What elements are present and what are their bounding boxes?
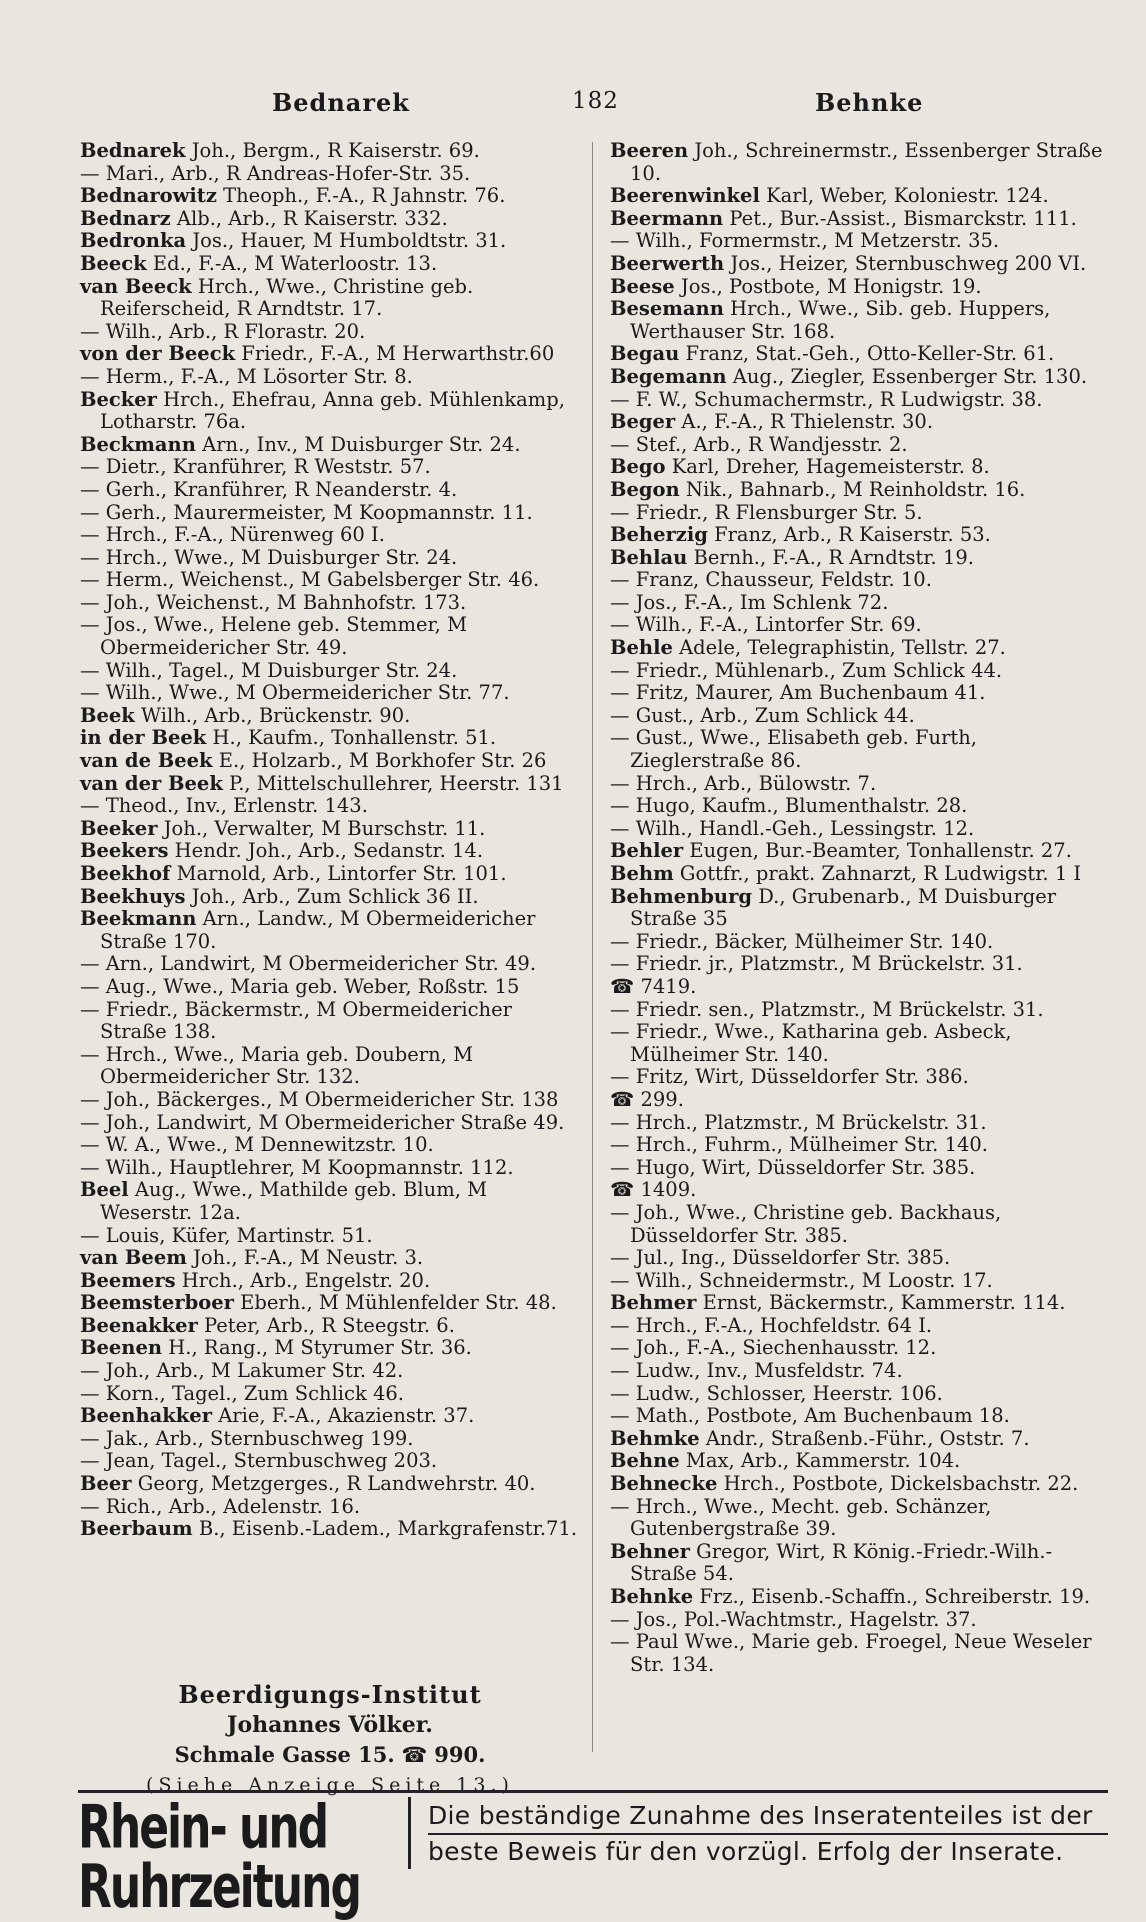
directory-entry [610,1631,1110,1676]
entry-details: — Friedr., Mühlenarb., Zum Schlick 44. [610,658,1003,682]
directory-entry [610,1270,1110,1293]
entry-surname: Behlau [610,545,688,569]
entry-details: — Wilh., Hauptlehrer, M Koopmannstr. 112. [80,1155,514,1179]
entry-details: Bernh., F.-A., R Arndtstr. 19. [693,545,974,569]
header-right-keyword: Behnke [815,88,924,117]
directory-entry [80,1383,580,1406]
entry-details: Hrch., Wwe., Christine geb. Reiferscheid, R Arndtstr. 17. [100,274,474,321]
entry-details: A., F.-A., R Thielenstr. 30. [681,410,934,434]
directory-entry [610,185,1110,208]
directory-entry [610,1202,1110,1247]
directory-entry [610,456,1110,479]
directory-entry [80,1089,580,1112]
entry-surname: Behle [610,636,673,660]
entry-surname: Behmenburg [610,884,753,908]
directory-entry [80,1450,580,1473]
directory-entry [80,1225,580,1248]
directory-entry [80,1247,580,1270]
entry-details: — Herm., F.-A., M Lösorter Str. 8. [80,364,413,388]
directory-entry [80,1473,580,1496]
entry-details: Jos., Postbote, M Honigstr. 19. [680,274,982,298]
entry-surname: Beel [80,1178,129,1202]
advert-name: Johannes Völker. [227,1712,433,1738]
entry-details: Adele, Telegraphistin, Tellstr. 27. [679,636,1006,660]
directory-entry [610,682,1110,705]
entry-surname: Beekhof [80,862,171,885]
entry-details: Joh., Schreinermstr., Essenberger Straße 10. [630,139,1103,185]
directory-entry [80,276,580,321]
entry-details: Georg, Metzgerges., R Landwehrstr. 40. [137,1472,536,1496]
entry-surname: Bednarz [80,206,171,230]
entry-details: — Wilh., Wwe., M Obermeidericher Str. 77. [80,681,510,705]
entry-details: Karl, Weber, Koloniestr. 124. [766,184,1049,208]
directory-entry [610,434,1110,457]
advert-note: (Siehe Anzeige Seite 13.) [146,1774,514,1796]
entry-details: E., Holzarb., M Borkhofer Str. 26 [218,749,547,773]
directory-entry [610,1134,1110,1157]
entry-details: Pet., Bur.-Assist., Bismarckstr. 111. [729,206,1077,230]
directory-entry [610,411,1110,434]
entry-surname: von der Beeck [80,342,236,366]
entry-details: Jos., Heizer, Sternbuschweg 200 VI. [730,251,1087,275]
entry-details: Gottfr., prakt. Zahnarzt, R Ludwigstr. 1 I [679,862,1082,885]
entry-surname: Beerenwinkel [610,184,760,208]
directory-entry [80,1428,580,1451]
entry-surname: Beeker [80,816,158,840]
directory-entry [610,1112,1110,1135]
directory-entry [80,614,580,659]
directory-entry [80,953,580,976]
directory-entry [80,185,580,208]
directory-entry [610,818,1110,841]
directory-entry [610,366,1110,389]
entry-surname: Beekhuys [80,884,186,908]
entry-details: — Louis, Küfer, Martinstr. 51. [80,1223,373,1247]
entry-details: — Wilh., Handl.-Geh., Lessingstr. 12. [610,816,975,840]
entry-details: Marnold, Arb., Lintorfer Str. 101. [176,862,507,885]
directory-entry [80,999,580,1044]
entry-surname: Beemsterboer [80,1291,234,1315]
directory-entry [80,208,580,231]
entry-details: Gregor, Wirt, R König.-Friedr.-Wilh.-Straße 54. [630,1539,1053,1586]
directory-entry [80,1315,580,1338]
directory-entry [610,276,1110,299]
entry-details: — Friedr., Bäcker, Mülheimer Str. 140. [610,929,994,953]
directory-entry [80,840,580,863]
entry-surname: van de Beek [80,749,213,773]
directory-entry [80,705,580,728]
entry-details: — Math., Postbote, Am Buchenbaum 18. [610,1404,1010,1428]
directory-entry [80,1292,580,1315]
entry-surname: van Beem [80,1246,187,1270]
directory-entry [80,1270,580,1293]
entry-details: Peter, Arb., R Steegstr. 6. [204,1313,455,1337]
entry-details: — Jak., Arb., Sternbuschweg 199. [80,1426,414,1450]
entry-details: ☎ 1409. [610,1178,697,1202]
footer-slogan-line-1: Die beständige Zunahme des Inseratenteiles ist der [428,1801,1093,1830]
directory-entry [610,1315,1110,1338]
entry-surname: Behm [610,862,674,885]
entry-details: Karl, Dreher, Hagemeisterstr. 8. [671,455,990,479]
entry-details: — Gust., Wwe., Elisabeth geb. Furth, Zieglerstraße 86. [610,726,978,773]
footer-slogan [428,1799,1108,1869]
directory-entry [80,343,580,366]
entry-details: — Ludw., Schlosser, Heerstr. 106. [610,1381,943,1405]
entry-details: Ernst, Bäckermstr., Kammerstr. 114. [702,1291,1066,1315]
entry-surname: Beenhakker [80,1404,212,1428]
entry-surname: Bedronka [80,229,187,253]
entry-surname: Beermann [610,206,724,230]
entry-surname: van Beeck [80,274,192,298]
entry-surname: Beckmann [80,432,196,456]
entry-details: — Joh., Landwirt, M Obermeidericher Straße 49. [80,1110,565,1134]
directory-entry [610,705,1110,728]
directory-entry [610,1179,1110,1202]
entry-details: P., Mittelschullehrer, Heerstr. 131 [229,771,564,795]
directory-entry [80,1360,580,1383]
entry-details: — Wilh., F.-A., Lintorfer Str. 69. [610,613,922,637]
directory-entry [610,886,1110,931]
entry-surname: Beese [610,274,675,298]
directory-entry [80,908,580,953]
directory-entry [80,502,580,525]
entry-details: — Stef., Arb., R Wandjesstr. 2. [610,432,908,456]
entry-details: — Mari., Arb., R Andreas-Hofer-Str. 35. [80,161,471,185]
directory-entry [610,524,1110,547]
entry-details: — Hrch., Arb., Bülowstr. 7. [610,771,877,795]
entry-details: Joh., Verwalter, M Burschstr. 11. [163,816,486,840]
directory-entry [610,389,1110,412]
directory-entry [610,660,1110,683]
entry-details: Arn., Inv., M Duisburger Str. 24. [202,432,521,456]
directory-entry [80,547,580,570]
directory-entry [80,456,580,479]
directory-entry [610,208,1110,231]
entry-surname: Becker [80,387,157,411]
left-column [80,140,580,1541]
directory-entry [610,1247,1110,1270]
entry-surname: Behnke [610,1585,694,1608]
entry-details: ☎ 7419. [610,974,697,998]
entry-details: Wilh., Arb., Brückenstr. 90. [141,703,411,727]
directory-entry [80,479,580,502]
entry-details: Aug., Ziegler, Essenberger Str. 130. [732,364,1088,388]
entry-details: Eugen, Bur.-Beamter, Tonhallenstr. 27. [689,839,1072,863]
entry-details: — Fritz, Maurer, Am Buchenbaum 41. [610,681,986,705]
directory-entry [610,999,1110,1022]
directory-entry [610,1337,1110,1360]
directory-entry [80,773,580,796]
directory-entry [610,1157,1110,1180]
funeral-institute-advert [80,1680,580,1800]
entry-details: — Fritz, Wirt, Düsseldorfer Str. 386. [610,1065,969,1089]
entry-details: — Hugo, Kaufm., Blumenthalstr. 28. [610,794,968,818]
entry-details: Franz, Arb., R Kaiserstr. 53. [714,523,991,547]
entry-details: Hendr. Joh., Arb., Sedanstr. 14. [174,839,484,863]
entry-details: Eberh., M Mühlenfelder Str. 48. [240,1291,557,1315]
directory-entry [80,1337,580,1360]
directory-entry [80,592,580,615]
directory-entry [610,1450,1110,1473]
directory-entry [610,343,1110,366]
directory-entry [610,1496,1110,1541]
directory-entry [80,389,580,434]
directory-entry [610,1089,1110,1112]
directory-entry [610,976,1110,999]
entry-details: Jos., Hauer, M Humboldtstr. 31. [192,229,507,253]
entry-details: Hrch., Arb., Engelstr. 20. [181,1268,431,1292]
directory-entry [610,795,1110,818]
directory-entry [80,1518,580,1541]
entry-details: — Joh., Arb., M Lakumer Str. 42. [80,1359,404,1383]
entry-details: Aug., Wwe., Mathilde geb. Blum, M Weserstr. 12a. [100,1178,488,1224]
entry-details: Nik., Bahnarb., M Reinholdstr. 16. [685,477,1026,501]
entry-surname: Beekmann [80,907,197,931]
entry-details: — Friedr., Bäckermstr., M Obermeidericher Straße 138. [80,997,512,1044]
directory-entry [80,682,580,705]
entry-details: — F. W., Schumachermstr., R Ludwigstr. 38. [610,387,1043,411]
entry-details: Joh., Arb., Zum Schlick 36 II. [191,884,479,908]
entry-details: — Jos., Pol.-Wachtmstr., Hagelstr. 37. [610,1607,977,1631]
footer-slogan-line-2: beste Beweis für den vorzügl. Erfolg der Inserate. [428,1833,1108,1869]
directory-entry [610,592,1110,615]
entry-details: D., Grubenarb., M Duisburger Straße 35 [630,884,1057,931]
directory-entry [610,614,1110,637]
entry-details: — Aug., Wwe., Maria geb. Weber, Roßstr. 15 [80,974,520,998]
entry-surname: Besemann [610,297,724,321]
entry-details: H., Kaufm., Tonhallenstr. 51. [212,726,497,750]
directory-entry [610,773,1110,796]
entry-surname: Behmer [610,1291,697,1315]
entry-details: — Wilh., Schneidermstr., M Loostr. 17. [610,1268,993,1292]
advert-contact [80,1740,580,1770]
entry-surname: Beeren [610,139,689,162]
entry-details: — Joh., Wwe., Christine geb. Backhaus, Düsseldorfer Str. 385. [610,1200,1002,1247]
entry-details: — Friedr., R Flensburger Str. 5. [610,500,923,524]
entry-surname: Beger [610,410,676,434]
directory-entry [610,727,1110,772]
entry-details: — Hrch., Fuhrm., Mülheimer Str. 140. [610,1133,988,1157]
entry-surname: Beherzig [610,523,708,547]
directory-entry [80,569,580,592]
newspaper-logo: Rhein- und Ruhrzeitung [78,1793,360,1922]
entry-surname: Behnecke [610,1472,718,1496]
entry-details: — Wilh., Tagel., M Duisburger Str. 24. [80,658,458,682]
directory-entry [610,230,1110,253]
entry-surname: Beenakker [80,1313,198,1337]
entry-details: Joh., Bergm., R Kaiserstr. 69. [191,139,480,162]
directory-entry [80,140,580,163]
entry-details: Alb., Arb., R Kaiserstr. 332. [176,206,448,230]
directory-entry [610,298,1110,343]
directory-entry [80,434,580,457]
footer-divider [408,1797,411,1869]
entry-surname: Begon [610,477,680,501]
entry-details: — Paul Wwe., Marie geb. Froegel, Neue Weseler Str. 134. [610,1630,1092,1676]
entry-details: — Jul., Ing., Düsseldorfer Str. 385. [610,1246,951,1270]
directory-entry [80,321,580,344]
directory-entry [80,863,580,886]
directory-entry [80,366,580,389]
entry-details: Frz., Eisenb.-Schaffn., Schreiberstr. 19. [699,1585,1091,1608]
entry-surname: Beer [80,1472,132,1496]
advert-phone: 990. [434,1742,486,1767]
directory-entry [80,660,580,683]
directory-entry [610,840,1110,863]
directory-entry [610,569,1110,592]
directory-entry [610,1292,1110,1315]
directory-entry [80,1496,580,1519]
entry-details: Hrch., Ehefrau, Anna geb. Mühlenkamp, Lotharstr. 76a. [100,387,565,434]
entry-surname: Begemann [610,364,727,388]
entry-surname: van der Beek [80,771,223,795]
column-divider [592,142,593,1752]
entry-surname: Beerwerth [610,251,725,275]
directory-entry [610,953,1110,976]
entry-surname: Bednarek [80,139,186,162]
footer-banner [78,1790,1108,1922]
entry-surname: Beenen [80,1336,163,1360]
entry-details: Franz, Stat.-Geh., Otto-Keller-Str. 61. [685,342,1055,366]
entry-details: — Hrch., F.-A., Nürenweg 60 I. [80,523,385,547]
directory-entry [610,1586,1110,1609]
entry-surname: Behler [610,839,684,863]
directory-entry [80,1179,580,1224]
entry-details: Arn., Landw., M Obermeidericher Straße 170. [100,907,536,953]
entry-details: — Herm., Weichenst., M Gabelsberger Str. 46. [80,568,540,592]
advert-title: Beerdigungs-Institut [178,1680,482,1709]
entry-details: — Theod., Inv., Erlenstr. 143. [80,794,368,818]
entry-details: — Gerh., Maurermeister, M Koopmannstr. 11. [80,500,533,524]
directory-entry [80,976,580,999]
directory-entry [610,1383,1110,1406]
entry-surname: Behner [610,1539,690,1563]
entry-details: — Hrch., Wwe., M Duisburger Str. 24. [80,545,458,569]
entry-details: — Wilh., Arb., R Florastr. 20. [80,319,366,343]
entry-surname: Behne [610,1449,680,1473]
directory-entry [610,479,1110,502]
entry-details: H., Rang., M Styrumer Str. 36. [168,1336,472,1360]
entry-details: — Jos., F.-A., Im Schlenk 72. [610,590,889,614]
directory-entry [80,1134,580,1157]
directory-entry [610,1021,1110,1066]
entry-details: — Jean, Tagel., Sternbuschweg 203. [80,1449,438,1473]
entry-surname: Beeck [80,251,147,275]
entry-surname: Bednarowitz [80,184,217,208]
entry-details: Hrch., Wwe., Sib. geb. Huppers, Werthauser Str. 168. [630,297,1051,343]
directory-entry [80,750,580,773]
directory-entry [80,1157,580,1180]
entry-surname: in der Beek [80,726,207,750]
entry-surname: Begau [610,342,680,366]
entry-details: ☎ 299. [610,1087,684,1111]
directory-entry [80,1044,580,1089]
advert-address: Schmale Gasse 15. [174,1742,395,1767]
entry-details: — Ludw., Inv., Musfeldstr. 74. [610,1359,903,1383]
directory-entry [80,524,580,547]
entry-details: — W. A., Wwe., M Dennewitzstr. 10. [80,1133,434,1157]
entry-details: B., Eisenb.-Ladem., Markgrafenstr.71. [198,1517,578,1541]
directory-entry [80,795,580,818]
entry-surname: Beekers [80,839,169,863]
telephone-icon: ☎ [401,1743,435,1767]
right-column [610,140,1110,1676]
directory-entry [610,140,1110,185]
entry-details: — Hrch., Platzmstr., M Brückelstr. 31. [610,1110,987,1134]
entry-details: — Franz, Chausseur, Feldstr. 10. [610,568,932,592]
entry-details: — Joh., F.-A., Siechenhausstr. 12. [610,1336,937,1360]
entry-details: — Gerh., Kranführer, R Neanderstr. 4. [80,477,458,501]
directory-entry [610,1066,1110,1089]
directory-entry [610,1360,1110,1383]
directory-entry [610,637,1110,660]
entry-surname: Bego [610,455,666,479]
entry-details: — Dietr., Kranführer, R Weststr. 57. [80,455,431,479]
entry-details: — Joh., Bäckerges., M Obermeidericher Str. 138 [80,1087,559,1111]
entry-details: Friedr., F.-A., M Herwarthstr.60 [241,342,555,366]
directory-entry [80,230,580,253]
directory-entry [610,1541,1110,1586]
entry-details: — Friedr., Wwe., Katharina geb. Asbeck, Mülheimer Str. 140. [610,1020,1012,1066]
directory-entry [610,502,1110,525]
entry-surname: Beek [80,703,135,727]
entry-surname: Behmke [610,1426,700,1450]
entry-details: Andr., Straßenb.-Führ., Oststr. 7. [705,1426,1030,1450]
header-left-keyword: Bednarek [272,88,410,117]
directory-entry [610,253,1110,276]
entry-details: — Hugo, Wirt, Düsseldorfer Str. 385. [610,1155,976,1179]
entry-details: — Gust., Arb., Zum Schlick 44. [610,703,915,727]
entry-details: Ed., F.-A., M Waterloostr. 13. [152,251,438,275]
entry-details: Arie, F.-A., Akazienstr. 37. [218,1404,475,1428]
directory-entry [80,163,580,186]
directory-entry [610,1473,1110,1496]
entry-surname: Beerbaum [80,1517,193,1541]
directory-entry [80,818,580,841]
directory-entry [80,1405,580,1428]
directory-entry [80,727,580,750]
entry-details: — Wilh., Formermstr., M Metzerstr. 35. [610,229,1000,253]
entry-details: Hrch., Postbote, Dickelsbachstr. 22. [723,1472,1079,1496]
directory-entry [610,931,1110,954]
directory-entry [610,1405,1110,1428]
directory-entry [610,1428,1110,1451]
entry-details: — Rich., Arb., Adelenstr. 16. [80,1494,361,1518]
entry-details: — Friedr. sen., Platzmstr., M Brückelstr. 31. [610,997,1044,1021]
directory-entry [80,1112,580,1135]
page-number: 182 [572,88,619,114]
entry-details: — Jos., Wwe., Helene geb. Stemmer, M Obermeidericher Str. 49. [80,613,468,660]
entry-details: — Hrch., F.-A., Hochfeldstr. 64 I. [610,1313,933,1337]
entry-details: Theoph., F.-A., R Jahnstr. 76. [223,184,506,208]
entry-details: Max, Arb., Kammerstr. 104. [685,1449,961,1473]
entry-details: — Joh., Weichenst., M Bahnhofstr. 173. [80,590,467,614]
entry-details: — Arn., Landwirt, M Obermeidericher Str. 49. [80,952,537,976]
directory-entry [80,253,580,276]
entry-details: — Hrch., Wwe., Mecht. geb. Schänzer, Gutenbergstraße 39. [610,1494,992,1541]
entry-details: Joh., F.-A., M Neustr. 3. [193,1246,424,1270]
entry-details: — Korn., Tagel., Zum Schlick 46. [80,1381,404,1405]
directory-entry [610,863,1110,886]
entry-details: — Hrch., Wwe., Maria geb. Doubern, M Obermeidericher Str. 132. [80,1042,474,1089]
directory-entry [610,547,1110,570]
directory-entry [80,886,580,909]
entry-surname: Beemers [80,1268,176,1292]
entry-details: — Friedr. jr., Platzmstr., M Brückelstr. 31. [610,952,1023,976]
directory-entry [610,1609,1110,1632]
